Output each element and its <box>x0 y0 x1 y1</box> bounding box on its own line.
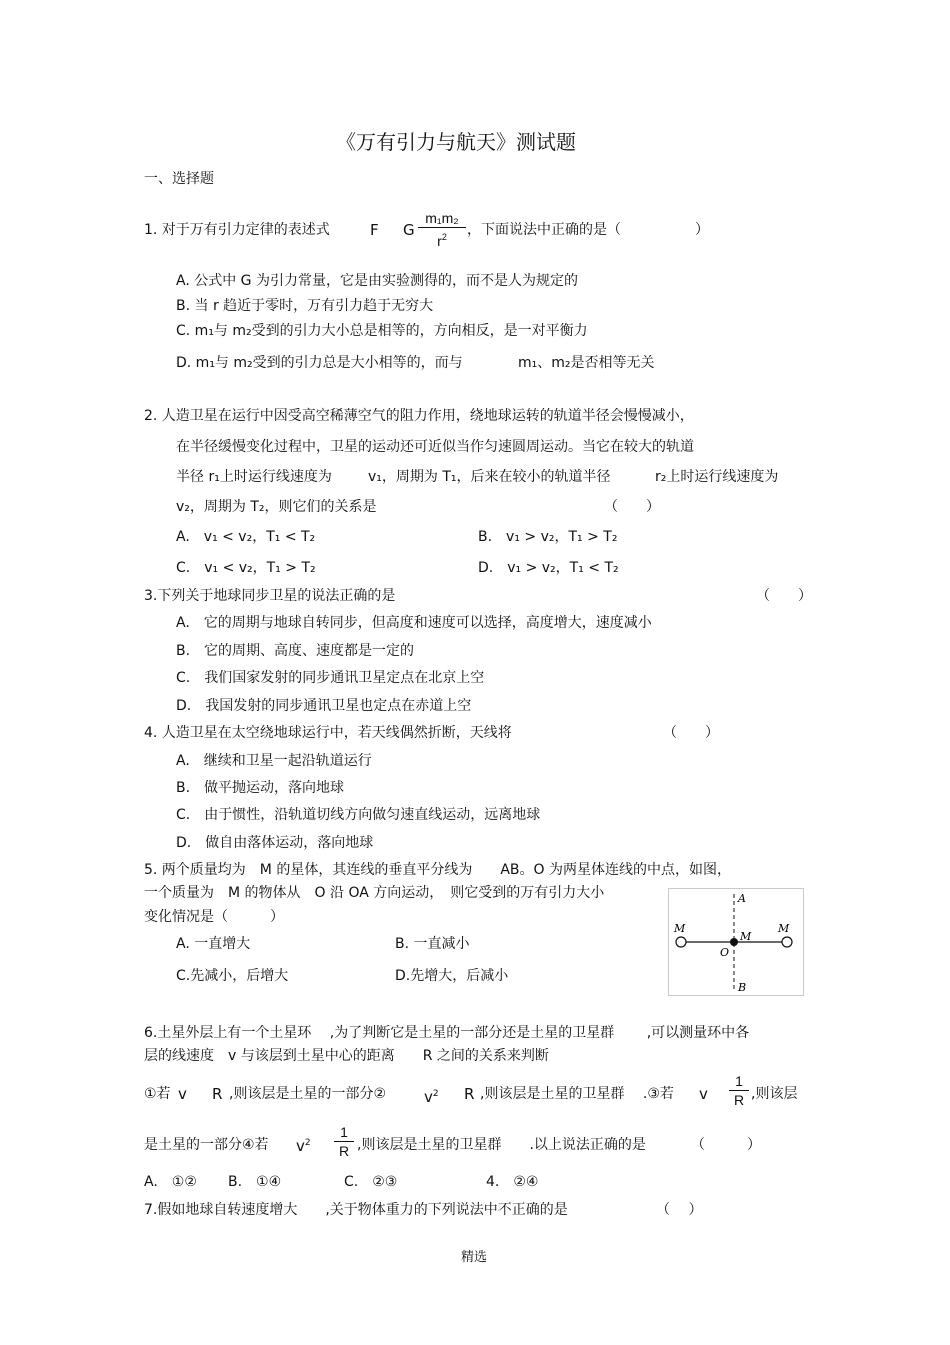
q4-option-a: A. 继续和卫星一起沿轨道运行 <box>176 753 372 769</box>
q6-cond4-exponent: 2 <box>304 1138 311 1148</box>
q1-fraction-numerator: m₁m₂ <box>425 210 459 226</box>
q6-option-d: 4. ②④ <box>486 1174 539 1190</box>
q1-option-b: B. 当 r 趋近于零时，万有引力趋于无穷大 <box>176 298 434 314</box>
q5-option-d: D.先增大，后减小 <box>395 968 509 984</box>
right-star-mass <box>782 937 792 947</box>
q6-cond3-v: v <box>699 1085 708 1103</box>
q2-answer-paren: （ ） <box>604 499 660 515</box>
label-b: B <box>738 981 747 994</box>
q2-line3c: r₂上时运行线速度为 <box>655 469 779 485</box>
q5-line2: 一个质量为 M 的物体从 O 沿 OA 方向运动， 则它受到的万有引力大小 <box>144 885 605 901</box>
q1-formula-g: G <box>403 221 415 239</box>
q6-cond1-r: R <box>212 1085 223 1103</box>
q6-option-b: B. ①④ <box>228 1174 282 1190</box>
q1-option-d-part2: m₁、m₂是否相等无关 <box>518 355 655 371</box>
q1-fraction <box>418 210 466 249</box>
q4-stem: 4. 人造卫星在太空绕地球运行中，若天线偶然折断，天线将 <box>144 725 512 741</box>
q6-option-a: A. ①② <box>144 1174 197 1190</box>
q6-line2: 层的线速度 v 与该层到土星中心的距离 R 之间的关系来判断 <box>144 1048 549 1064</box>
q1-option-d-part1: D. m₁与 m₂受到的引力总是大小相等的，而与 <box>176 355 463 371</box>
q4-answer-paren: （ ） <box>663 725 719 741</box>
q6-cond1-v: v <box>178 1085 187 1103</box>
q2-option-d: D. v₁ > v₂，T₁ < T₂ <box>478 560 619 576</box>
q1-option-a: A. 公式中 G 为引力常量，它是由实验测得的，而不是人为规定的 <box>176 273 578 289</box>
page-footer: 精选 <box>461 1250 488 1265</box>
q3-answer-paren: （ ） <box>756 588 812 604</box>
section-heading: 一、选择题 <box>144 171 214 187</box>
q4-option-c: C. 由于惯性，沿轨道切线方向做匀速直线运动，远离地球 <box>176 807 541 823</box>
q3-option-a: A. 它的周期与地球自转同步，但高度和速度可以选择，高度增大，速度减小 <box>176 615 652 631</box>
q4-option-b: B. 做平抛运动，落向地球 <box>176 780 345 796</box>
q6-option-c: C. ②③ <box>344 1174 398 1190</box>
q5-line3: 变化情况是（ ） <box>144 909 284 925</box>
q6-cond2-exponent: 2 <box>432 1089 439 1099</box>
q7-answer-paren: （ ） <box>656 1202 703 1218</box>
label-o: O <box>720 946 730 959</box>
label-m-left: M <box>674 922 686 935</box>
q2-option-b: B. v₁ > v₂，T₁ > T₂ <box>478 529 618 545</box>
q6-line4b: ,则该层是土星的卫星群 .以上说法正确的是 <box>357 1137 646 1153</box>
left-star-mass <box>676 937 686 947</box>
q3-option-d: D. 我国发射的同步通讯卫星也定点在赤道上空 <box>176 698 472 714</box>
q1-fraction-denominator: r <box>437 233 442 249</box>
q6-cond4-numerator: 1 <box>340 1124 348 1140</box>
q1-paren-close: ） <box>695 222 709 238</box>
q7-stem: 7.假如地球自转速度增大 ,关于物体重力的下列说法中不正确的是 <box>144 1202 568 1218</box>
q6-line1: 6.土星外层上有一个土星环 ,为了判断它是土星的一部分还是土星的卫星群 ,可以测量环中各 <box>144 1025 750 1041</box>
q2-line2: 在半径缓慢变化过程中，卫星的运动还可近似当作匀速圆周运动。当它在较大的轨道 <box>176 439 694 455</box>
fraction-bar <box>729 1090 749 1091</box>
q4-option-d: D. 做自由落体运动，落向地球 <box>176 835 374 851</box>
label-a: A <box>738 892 746 905</box>
q2-option-c: C. v₁ < v₂，T₁ > T₂ <box>176 560 316 576</box>
q1-stem: 1. 对于万有引力定律的表述式 <box>144 222 330 238</box>
q3-option-c: C. 我们国家发射的同步通讯卫星定点在北京上空 <box>176 670 485 686</box>
page-title: 《万有引力与航天》测试题 <box>336 130 576 154</box>
q6-cond2-text: ,则该层是土星的卫星群 .③若 <box>480 1086 674 1102</box>
q1-denominator-exponent: 2 <box>441 232 447 242</box>
q2-line3b: v₁，周期为 T₁，后来在较小的轨道半径 <box>368 469 611 485</box>
object-mass-dot <box>730 938 738 946</box>
q5-line1: 5. 两个质量均为 M 的星体，其连线的垂直平分线为 AB。O 为两星体连线的中点，如图， <box>144 862 731 878</box>
q5-option-b: B. 一直减小 <box>395 936 470 952</box>
label-m-mid: M <box>740 930 752 943</box>
q6-cond4-v-base: v <box>296 1137 305 1155</box>
label-m-right: M <box>778 922 790 935</box>
q3-stem: 3.下列关于地球同步卫星的说法正确的是 <box>144 588 396 604</box>
q6-cond4-v <box>296 1134 311 1155</box>
q3-option-b: B. 它的周期、高度、速度都是一定的 <box>176 643 415 659</box>
q1-tail: ，下面说法中正确的是（ <box>467 222 621 238</box>
fraction-bar <box>334 1141 354 1142</box>
q6-cond4-fraction <box>334 1124 354 1159</box>
q1-formula-f: F <box>370 221 379 239</box>
q2-line4: v₂，周期为 T₂，则它们的关系是 <box>176 499 377 515</box>
q2-line3a: 半径 r₁上时运行线速度为 <box>176 469 332 485</box>
q6-cond4-denominator: R <box>338 1143 350 1159</box>
q6-cond3-fraction <box>729 1073 749 1108</box>
q6-cond1-text: ,则该层是土星的一部分② <box>229 1086 387 1102</box>
q6-cond2-v <box>424 1085 439 1106</box>
q6-line4a: 是土星的一部分④若 <box>144 1137 269 1153</box>
fraction-bar <box>418 227 466 228</box>
q6-cond3-text: ,则该层 <box>751 1086 798 1102</box>
q1-option-c: C. m₁与 m₂受到的引力大小总是相等的，方向相反，是一对平衡力 <box>176 323 588 339</box>
q6-answer-paren: （ ） <box>691 1137 761 1153</box>
q6-cond2-r: R <box>464 1085 475 1103</box>
q5-option-c: C.先减小，后增大 <box>176 968 289 984</box>
q2-line1: 2. 人造卫星在运行中因受高空稀薄空气的阻力作用，绕地球运转的轨道半径会慢慢减小， <box>144 408 694 424</box>
q6-cond1-label: ①若 <box>144 1086 171 1102</box>
q6-cond3-denominator: R <box>733 1092 745 1108</box>
q6-cond2-v-base: v <box>424 1088 433 1106</box>
q6-cond3-numerator: 1 <box>735 1073 743 1089</box>
two-stars-diagram <box>668 888 804 996</box>
q2-option-a: A. v₁ < v₂，T₁ < T₂ <box>176 529 316 545</box>
q5-option-a: A. 一直增大 <box>176 936 251 952</box>
